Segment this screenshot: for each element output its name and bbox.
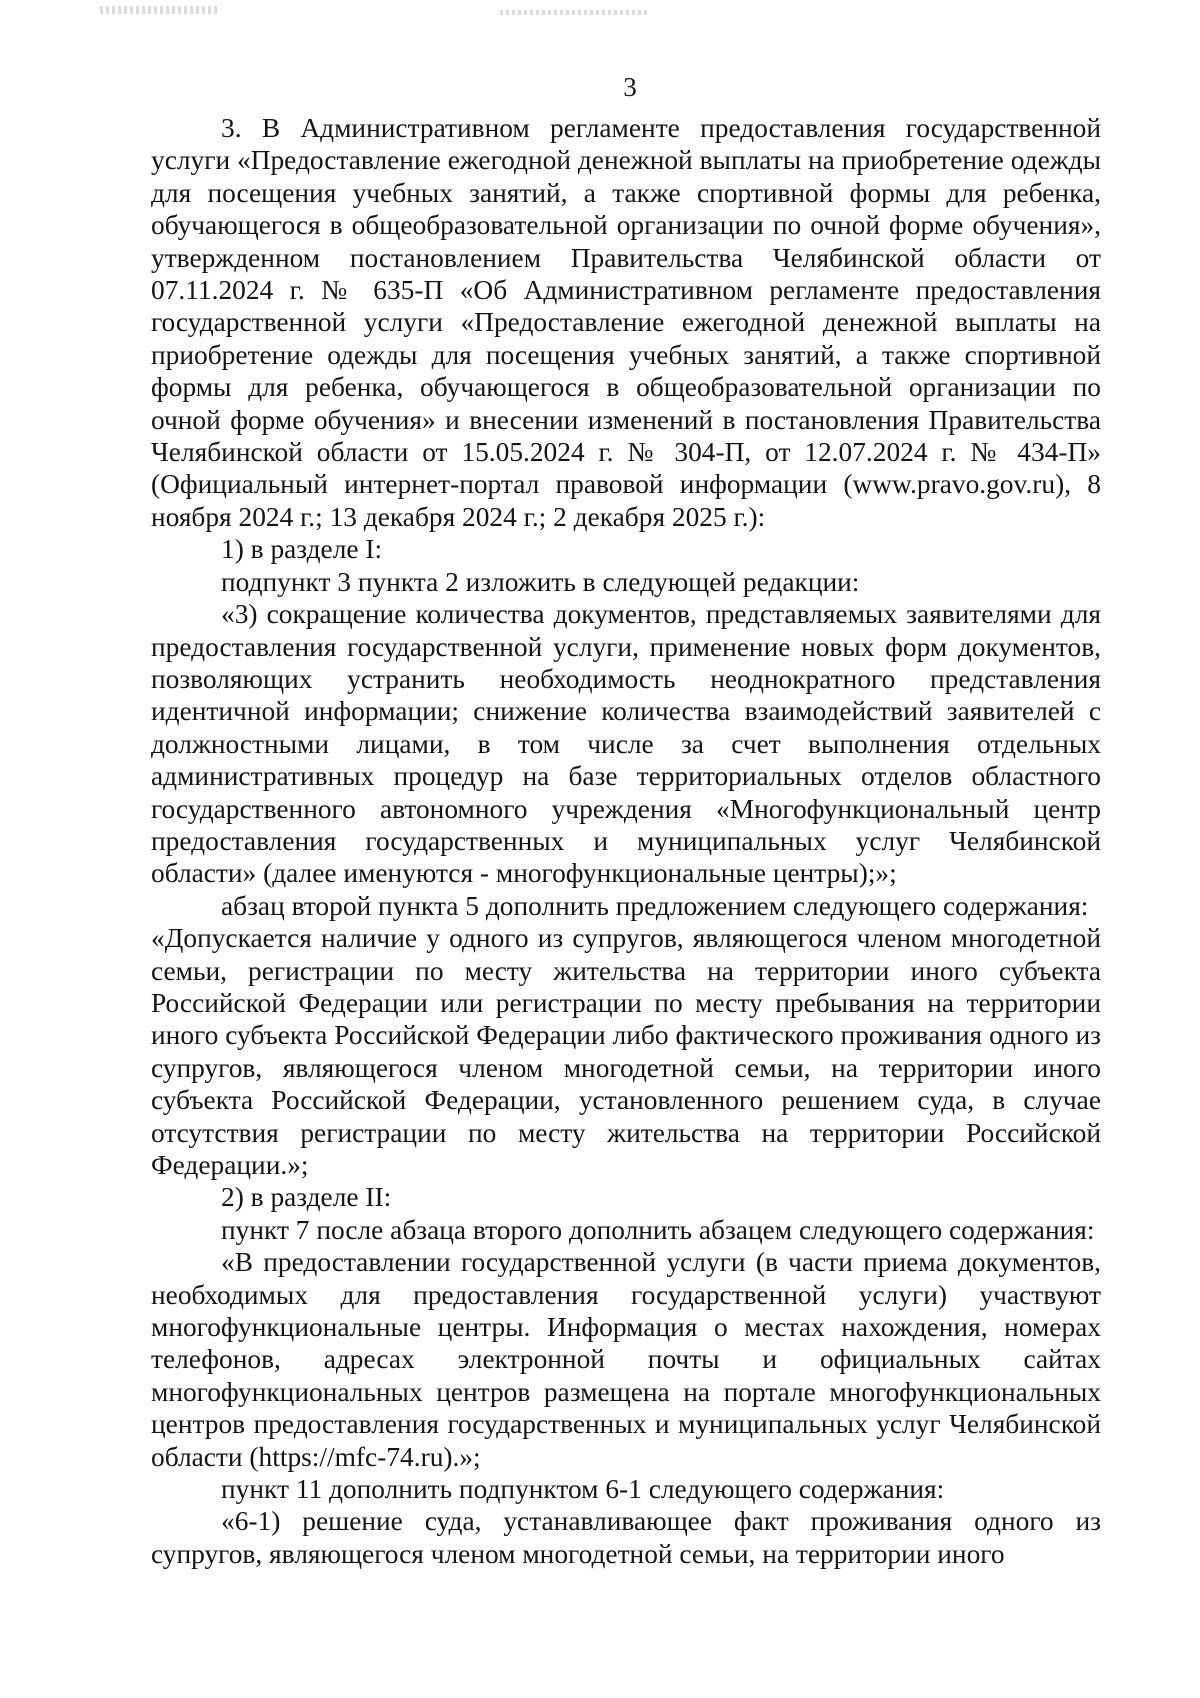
paragraph-clause-7-instruction: пункт 7 после абзаца второго дополнить абзацем следующего содержания: (221, 1214, 1095, 1245)
paragraph-amendment-intro: 3. В Административном регламенте предоставления государственной услуги «Предоставление ежегодной денежной выплаты на приобретение одежды для посещения учебных занятий, а также спортивной формы для ребенка, обучающегося в общеобразовательной организации по очной форме обучения», утвержденном постановлением Правительства Челябинской области от 07.11.2024 г. № 635-П «Об Административном регламенте предоставления государственной услуги «Предоставление ежегодной денежной выплаты на приобретение одежды для посещения учебных занятий, а также спортивной формы для ребенка, обучающегося в общеобразовательной организации по очной форме обучения» и внесении изменений в постановления Правительства Челябинской области от 15.05.2024 г. № 304-П, от 12.07.2024 г. № 434-П» (Официальный интернет-портал правовой информации (www.pravo.gov.ru), 8 ноября 2024 г.; 13 декабря 2024 г.; 2 декабря 2025 г.): (151, 113, 1101, 532)
paragraph-clause-11-instruction: пункт 11 дополнить подпунктом 6-1 следующего содержания: (221, 1474, 945, 1505)
document-body (151, 112, 1101, 1570)
paragraph-clause-7-text: «В предоставлении государственной услуги (в части приема документов, необходимых для предоставления государственной услуги) участвуют многофункциональные центры. Информация о местах нахождения, номерах телефонов, адресах электронной почты и официальных сайтах многофункциональных центров размещена на портале многофункциональных центров предоставления государственных и муниципальных услуг Челябинской области (https://mfc-74.ru).»; (151, 1247, 1101, 1472)
scan-artifact (500, 10, 650, 15)
paragraph-clause-5-text: «Допускается наличие у одного из супругов, являющегося членом многодетной семьи, регистрации по месту жительства на территории иного субъекта Российской Федерации или регистрации по месту пребывания на территории иного субъекта Российской Федерации либо фактического проживания одного из супругов, являющегося членом многодетной семьи, на территории иного субъекта Российской Федерации, установленного решением суда, в случае отсутствия регистрации по месту жительства на территории Российской Федерации.»; (151, 923, 1101, 1180)
paragraph-clause-5-instruction: абзац второй пункта 5 дополнить предложением следующего содержания: (221, 890, 1089, 921)
paragraph-section-1: 1) в разделе I: (221, 534, 383, 565)
paragraph-subclause-3-text: «3) сокращение количества документов, представляемых заявителями для предоставления государственной услуги, применение новых форм документов, позволяющих устранить необходимость неоднократного представления идентичной информации; снижение количества взаимодействий заявителей с должностными лицами, в том числе за счет выполнения отдельных административных процедур на базе территориальных отделов областного государственного автономного учреждения «Многофункциональный центр предоставления государственных и муниципальных услуг Челябинской области» (далее именуются - многофункциональные центры);»; (151, 599, 1101, 889)
paragraph-subclause-3-instruction: подпункт 3 пункта 2 изложить в следующей редакции: (221, 566, 860, 597)
scan-artifact (100, 6, 220, 14)
paragraph-subclause-6-1-text: «6-1) решение суда, устанавливающее факт проживания одного из супругов, являющегося членом многодетной семьи, на территории иного (151, 1506, 1101, 1569)
paragraph-section-2: 2) в разделе II: (221, 1182, 392, 1213)
page-number: 3 (623, 72, 637, 102)
